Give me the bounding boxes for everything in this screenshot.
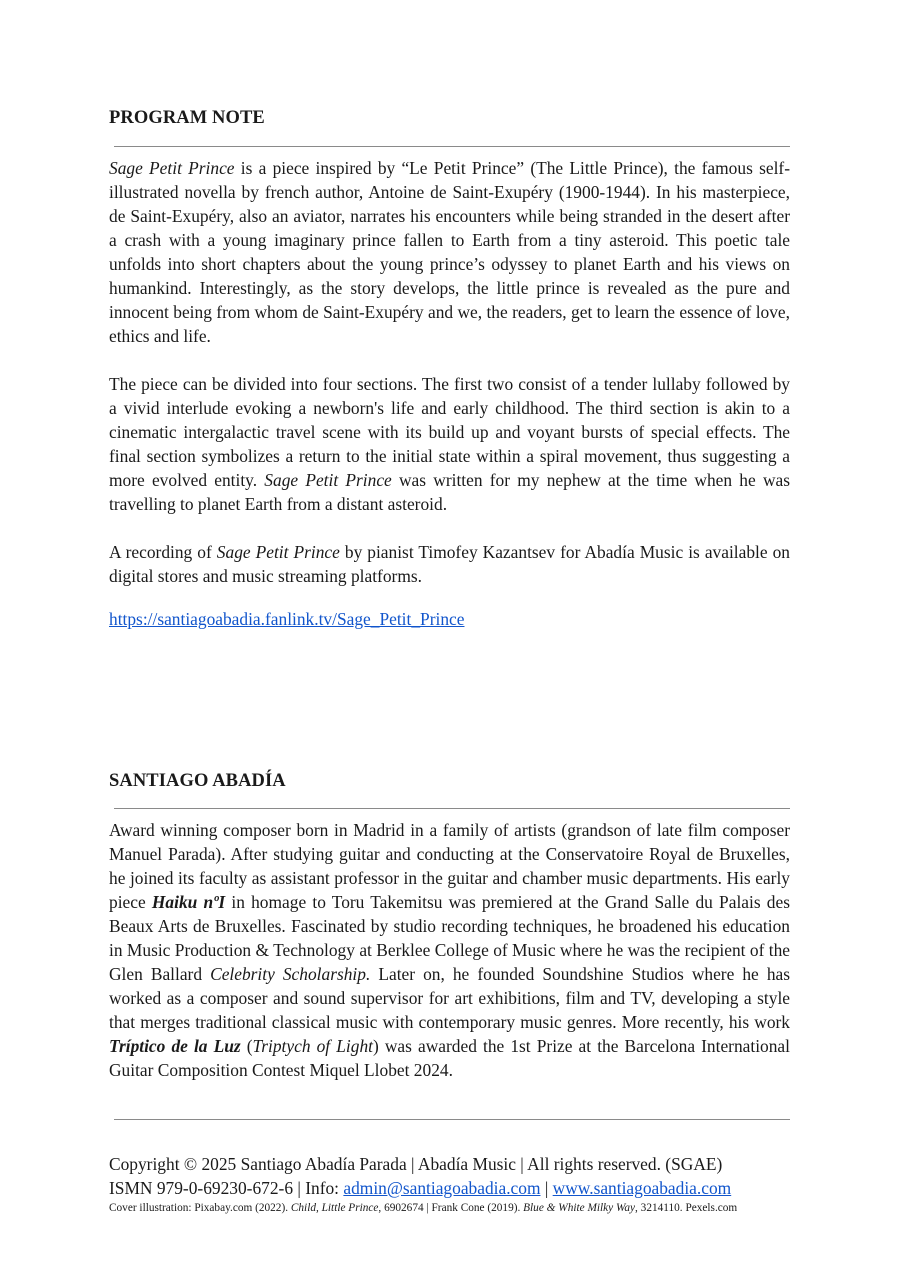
ismn-text: ISMN 979-0-69230-672-6 | Info: xyxy=(109,1178,344,1198)
piece-title: Sage Petit Prince xyxy=(109,158,235,178)
cover-credit-line xyxy=(109,1201,737,1215)
paragraph-text: by pianist Timofey Kazantsev for Abadía Music is available on digital stores and music streaming platforms. xyxy=(109,542,790,586)
website-link[interactable]: www.santiagoabadia.com xyxy=(552,1178,732,1198)
credit-text: , 6902674 | Frank Cone (2019). xyxy=(378,1202,524,1214)
program-note-paragraph-2 xyxy=(109,372,790,516)
separator: | xyxy=(540,1178,553,1198)
contact-line xyxy=(109,1176,731,1200)
fanlink-paragraph xyxy=(109,607,790,631)
triptych-title: Triptych of Light xyxy=(252,1036,373,1056)
paragraph-text: was written for my nephew at the time when he was travelling to planet Earth from a distant asteroid. xyxy=(109,470,791,514)
paragraph-text: Later on, he founded Soundshine Studios where he has worked as a composer and sound supervisor for art exhibitions, film and TV, developing a style that merges traditional classical music with contemporary music genres. More recently, his work xyxy=(109,964,790,1032)
paragraph-text: The piece can be divided into four sections. The first two consist of a tender lullaby followed by a vivid interlude evoking a newborn's life and early childhood. The third section is akin to a cinematic intergalactic travel scene with its build up and voyant bursts of special effects. The final section symbolizes a return to the initial state within a spiral movement, thus suggesting a more evolved entity. xyxy=(109,374,790,490)
paragraph-text: ) was awarded the 1st Prize at the Barcelona International Guitar Composition Contest Miquel Llobet 2024. xyxy=(109,1036,790,1080)
program-note-paragraph-3 xyxy=(109,540,790,588)
program-note-paragraph-1 xyxy=(109,156,790,348)
credit-title: Child, Little Prince xyxy=(290,1202,379,1214)
credit-title: Blue & White Milky Way xyxy=(523,1202,636,1214)
paragraph-text: is a piece inspired by “Le Petit Prince” (The Little Prince), the famous self-illustrated novella by french author, Antoine de Saint-Exupéry (1900-1944). In his masterpiece, de Saint-Exupéry, also an aviator, narrates his encounters while being stranded in the desert after a crash with a young imaginary prince fallen to Earth from a tiny asteroid. This poetic tale unfolds into short chapters about the young prince’s odyssey to planet Earth and his views on humankind. Interestingly, as the story develops, the little prince is revealed as the pure and innocent being from whom de Saint-Exupéry and we, the readers, get to learn the essence of love, ethics and life. xyxy=(109,158,790,346)
credit-text: Cover illustration: Pixabay.com (2022). xyxy=(109,1202,291,1214)
paragraph-text: in homage to Toru Takemitsu was premiered at the Grand Salle du Palais des Beaux Arts de Bruxelles. Fascinated by studio recording techniques, he broadened his education in Music Production & Technology at Berklee College of Music where he was the recipient of the Glen Ballard xyxy=(109,892,790,984)
credit-text: , 3214110. Pexels.com xyxy=(635,1202,738,1214)
paragraph-text: A recording of xyxy=(109,542,217,562)
fanlink-link[interactable]: https://santiagoabadia.fanlink.tv/Sage_Petit_Prince xyxy=(109,609,465,629)
scholarship-title: Celebrity Scholarship. xyxy=(210,964,371,984)
paragraph-text: ( xyxy=(240,1036,253,1056)
program-note-heading: PROGRAM NOTE xyxy=(109,108,265,128)
bio-paragraph xyxy=(109,818,790,1082)
copyright-line: Copyright © 2025 Santiago Abadía Parada | Abadía Music | All rights reserved. (SGAE) xyxy=(109,1154,723,1174)
piece-title: Sage Petit Prince xyxy=(216,542,340,562)
paragraph-text: Award winning composer born in Madrid in a family of artists (grandson of late film composer Manuel Parada). After studying guitar and conducting at the Conservatoire Royal de Bruxelles, he joined its faculty as assistant professor in the guitar and chamber music departments. His early piece xyxy=(109,820,790,912)
triptico-title: Tríptico de la Luz xyxy=(109,1036,241,1056)
email-link[interactable]: admin@santiagoabadia.com xyxy=(343,1178,541,1198)
footer-divider xyxy=(114,1119,790,1120)
haiku-title: Haiku nºI xyxy=(151,892,226,912)
program-note-divider xyxy=(114,146,790,147)
piece-title: Sage Petit Prince xyxy=(264,470,392,490)
bio-divider xyxy=(114,808,790,809)
bio-heading: SANTIAGO ABADÍA xyxy=(109,771,286,791)
